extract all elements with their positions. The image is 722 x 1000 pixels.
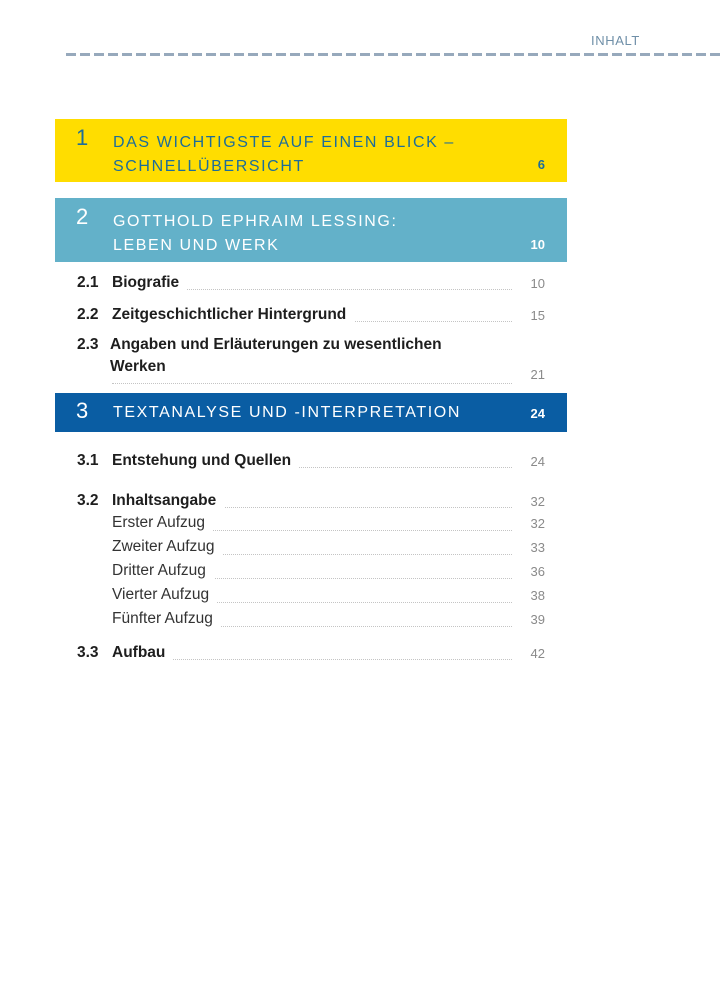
chapter-page: 10: [530, 237, 545, 252]
chapter-title: TEXTANALYSE UND -INTERPRETATION: [113, 404, 461, 421]
chapter-number: 2: [76, 204, 89, 229]
section-page: 15: [530, 308, 545, 323]
subsection-page: 32: [530, 516, 545, 531]
toc-entry-2-1[interactable]: [55, 262, 567, 294]
toc-entry-2-3[interactable]: [55, 326, 567, 393]
running-head: INHALT: [591, 33, 640, 48]
toc-subentry[interactable]: [55, 558, 567, 582]
chapter-title-line: DAS WICHTIGSTE AUF EINEN BLICK –: [113, 134, 455, 151]
subsection-page: 39: [530, 612, 545, 627]
toc-subentry[interactable]: [55, 534, 567, 558]
subsection-title: Fünfter Aufzug: [112, 610, 221, 628]
chapter-3-band[interactable]: [55, 393, 567, 432]
toc-entry-3-2[interactable]: [55, 475, 567, 510]
section-page: 32: [530, 494, 545, 509]
subsection-title: Erster Aufzug: [112, 514, 213, 532]
chapter-title: [113, 210, 397, 258]
section-number: 3.1: [77, 452, 99, 469]
section-number: 3.2: [77, 492, 99, 509]
toc-subentry[interactable]: [55, 606, 567, 630]
chapter-title-line: LEBEN UND WERK: [113, 237, 280, 254]
subsection-page: 36: [530, 564, 545, 579]
subsection-title: Zweiter Aufzug: [112, 538, 223, 556]
chapter-1-band[interactable]: [55, 119, 567, 182]
section-number: 2.3: [77, 336, 99, 353]
section-title: Zeitgeschichtlicher Hintergrund: [112, 306, 354, 324]
chapter-title-line: SCHNELLÜBERSICHT: [113, 158, 305, 175]
subsection-page: 33: [530, 540, 545, 555]
section-title: Aufbau: [112, 644, 173, 662]
section-title: Biografie: [112, 274, 187, 292]
toc-subentry[interactable]: [55, 510, 567, 534]
section-title-line: Angaben und Erläuterungen zu wesentlichen: [110, 336, 442, 353]
section-title: Inhaltsangabe: [112, 492, 224, 510]
dashed-rule: [66, 53, 722, 56]
section-page: 42: [530, 646, 545, 661]
chapter-title-line: GOTTHOLD EPHRAIM LESSING:: [113, 213, 398, 230]
subsection-title: Vierter Aufzug: [112, 586, 217, 604]
section-title-line: Werken: [110, 358, 174, 375]
section-page: 21: [530, 367, 545, 382]
section-page: 24: [530, 454, 545, 469]
toc-entry-3-1[interactable]: [55, 432, 567, 475]
toc-entry-3-3[interactable]: [55, 630, 567, 670]
chapter-title: [113, 131, 455, 179]
section-number: 2.1: [77, 274, 99, 291]
section-number: 2.2: [77, 306, 99, 323]
section-page: 10: [530, 276, 545, 291]
toc-subentry[interactable]: [55, 582, 567, 606]
section-title: Entstehung und Quellen: [112, 452, 299, 470]
dot-leader: [112, 383, 512, 384]
toc-entry-2-2[interactable]: [55, 294, 567, 326]
subsection-title: Dritter Aufzug: [112, 562, 214, 580]
chapter-number: 3: [76, 398, 89, 423]
chapter-page: 6: [537, 157, 545, 172]
subsection-page: 38: [530, 588, 545, 603]
section-number: 3.3: [77, 644, 99, 661]
chapter-number: 1: [76, 125, 89, 150]
section-title: [110, 334, 510, 378]
chapter-2-band[interactable]: [55, 198, 567, 262]
chapter-page: 24: [530, 406, 545, 421]
table-of-contents: [55, 119, 567, 670]
